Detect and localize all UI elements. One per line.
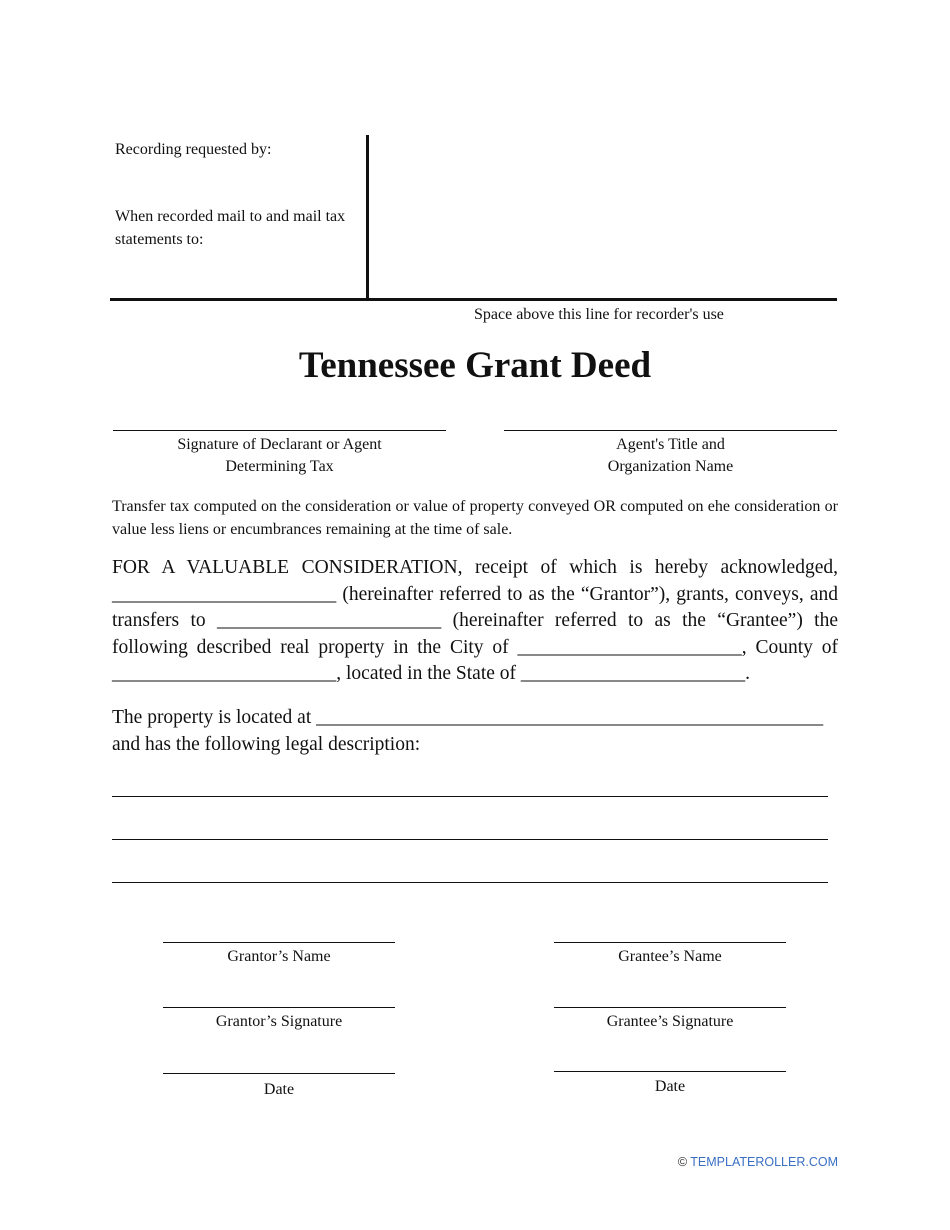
grantee-signature-label: Grantee’s Signature <box>606 1013 734 1030</box>
declarant-caption-line2: Determining Tax <box>225 458 334 475</box>
grantor-signature-label: Grantor’s Signature <box>215 1013 343 1030</box>
recorder-box-bottom-line <box>110 298 837 301</box>
recorder-space-note: Space above this line for recorder's use <box>474 306 724 323</box>
page-title: Tennessee Grant Deed <box>298 345 652 386</box>
transfer-tax-paragraph: Transfer tax computed on the consideration or value of property conveyed OR computed on ehe consideration or value less liens or encumbrances remaining at the time of sale. <box>112 498 838 538</box>
copyright-icon: © <box>677 1155 688 1169</box>
grantor-signature-line[interactable] <box>163 1007 395 1008</box>
agent-title-line[interactable] <box>504 430 837 431</box>
legal-description-line-1[interactable] <box>112 796 828 797</box>
declarant-caption-line1: Signature of Declarant or Agent <box>177 436 382 453</box>
legal-description-label: and has the following legal description: <box>112 733 421 755</box>
property-located-at: The property is located at ____________________________________________________ <box>112 707 824 728</box>
mail-to-label: When recorded mail to and mail tax statements to: <box>115 208 346 248</box>
agent-title-caption-line1: Agent's Title and <box>616 436 725 453</box>
legal-description-line-2[interactable] <box>112 839 828 840</box>
grantor-date-line[interactable] <box>163 1073 395 1074</box>
agent-title-caption <box>504 434 837 478</box>
declarant-caption <box>113 434 446 478</box>
grantee-name-line[interactable] <box>554 942 786 943</box>
grantee-date-label: Date <box>654 1078 686 1095</box>
grantor-name-label: Grantor’s Name <box>227 948 331 965</box>
grantee-signature-line[interactable] <box>554 1007 786 1008</box>
declarant-signature-line[interactable] <box>113 430 446 431</box>
templateroller-link[interactable]: TEMPLATEROLLER.COM <box>690 1155 838 1169</box>
recorder-box-divider <box>366 135 369 300</box>
agent-title-caption-line2: Organization Name <box>607 458 734 475</box>
legal-description-line-3[interactable] <box>112 882 828 883</box>
grantor-date-label: Date <box>263 1081 295 1098</box>
grantor-name-line[interactable] <box>163 942 395 943</box>
consideration-paragraph: FOR A VALUABLE CONSIDERATION, receipt of which is hereby acknowledged, _______________________ (hereinafter referred to as the “Grantor”), grants, conveys, and transfers to _______________________ (hereinafter referred to as the “Grantee”) the following described real property in the City of _______________________, County of _______________________, located in the State of _______________________. <box>112 557 838 684</box>
grantee-date-line[interactable] <box>554 1071 786 1072</box>
property-location <box>112 705 838 758</box>
recording-requested-label: Recording requested by: <box>115 141 272 158</box>
grantee-name-label: Grantee’s Name <box>618 948 722 965</box>
footer-credit <box>678 1155 838 1169</box>
